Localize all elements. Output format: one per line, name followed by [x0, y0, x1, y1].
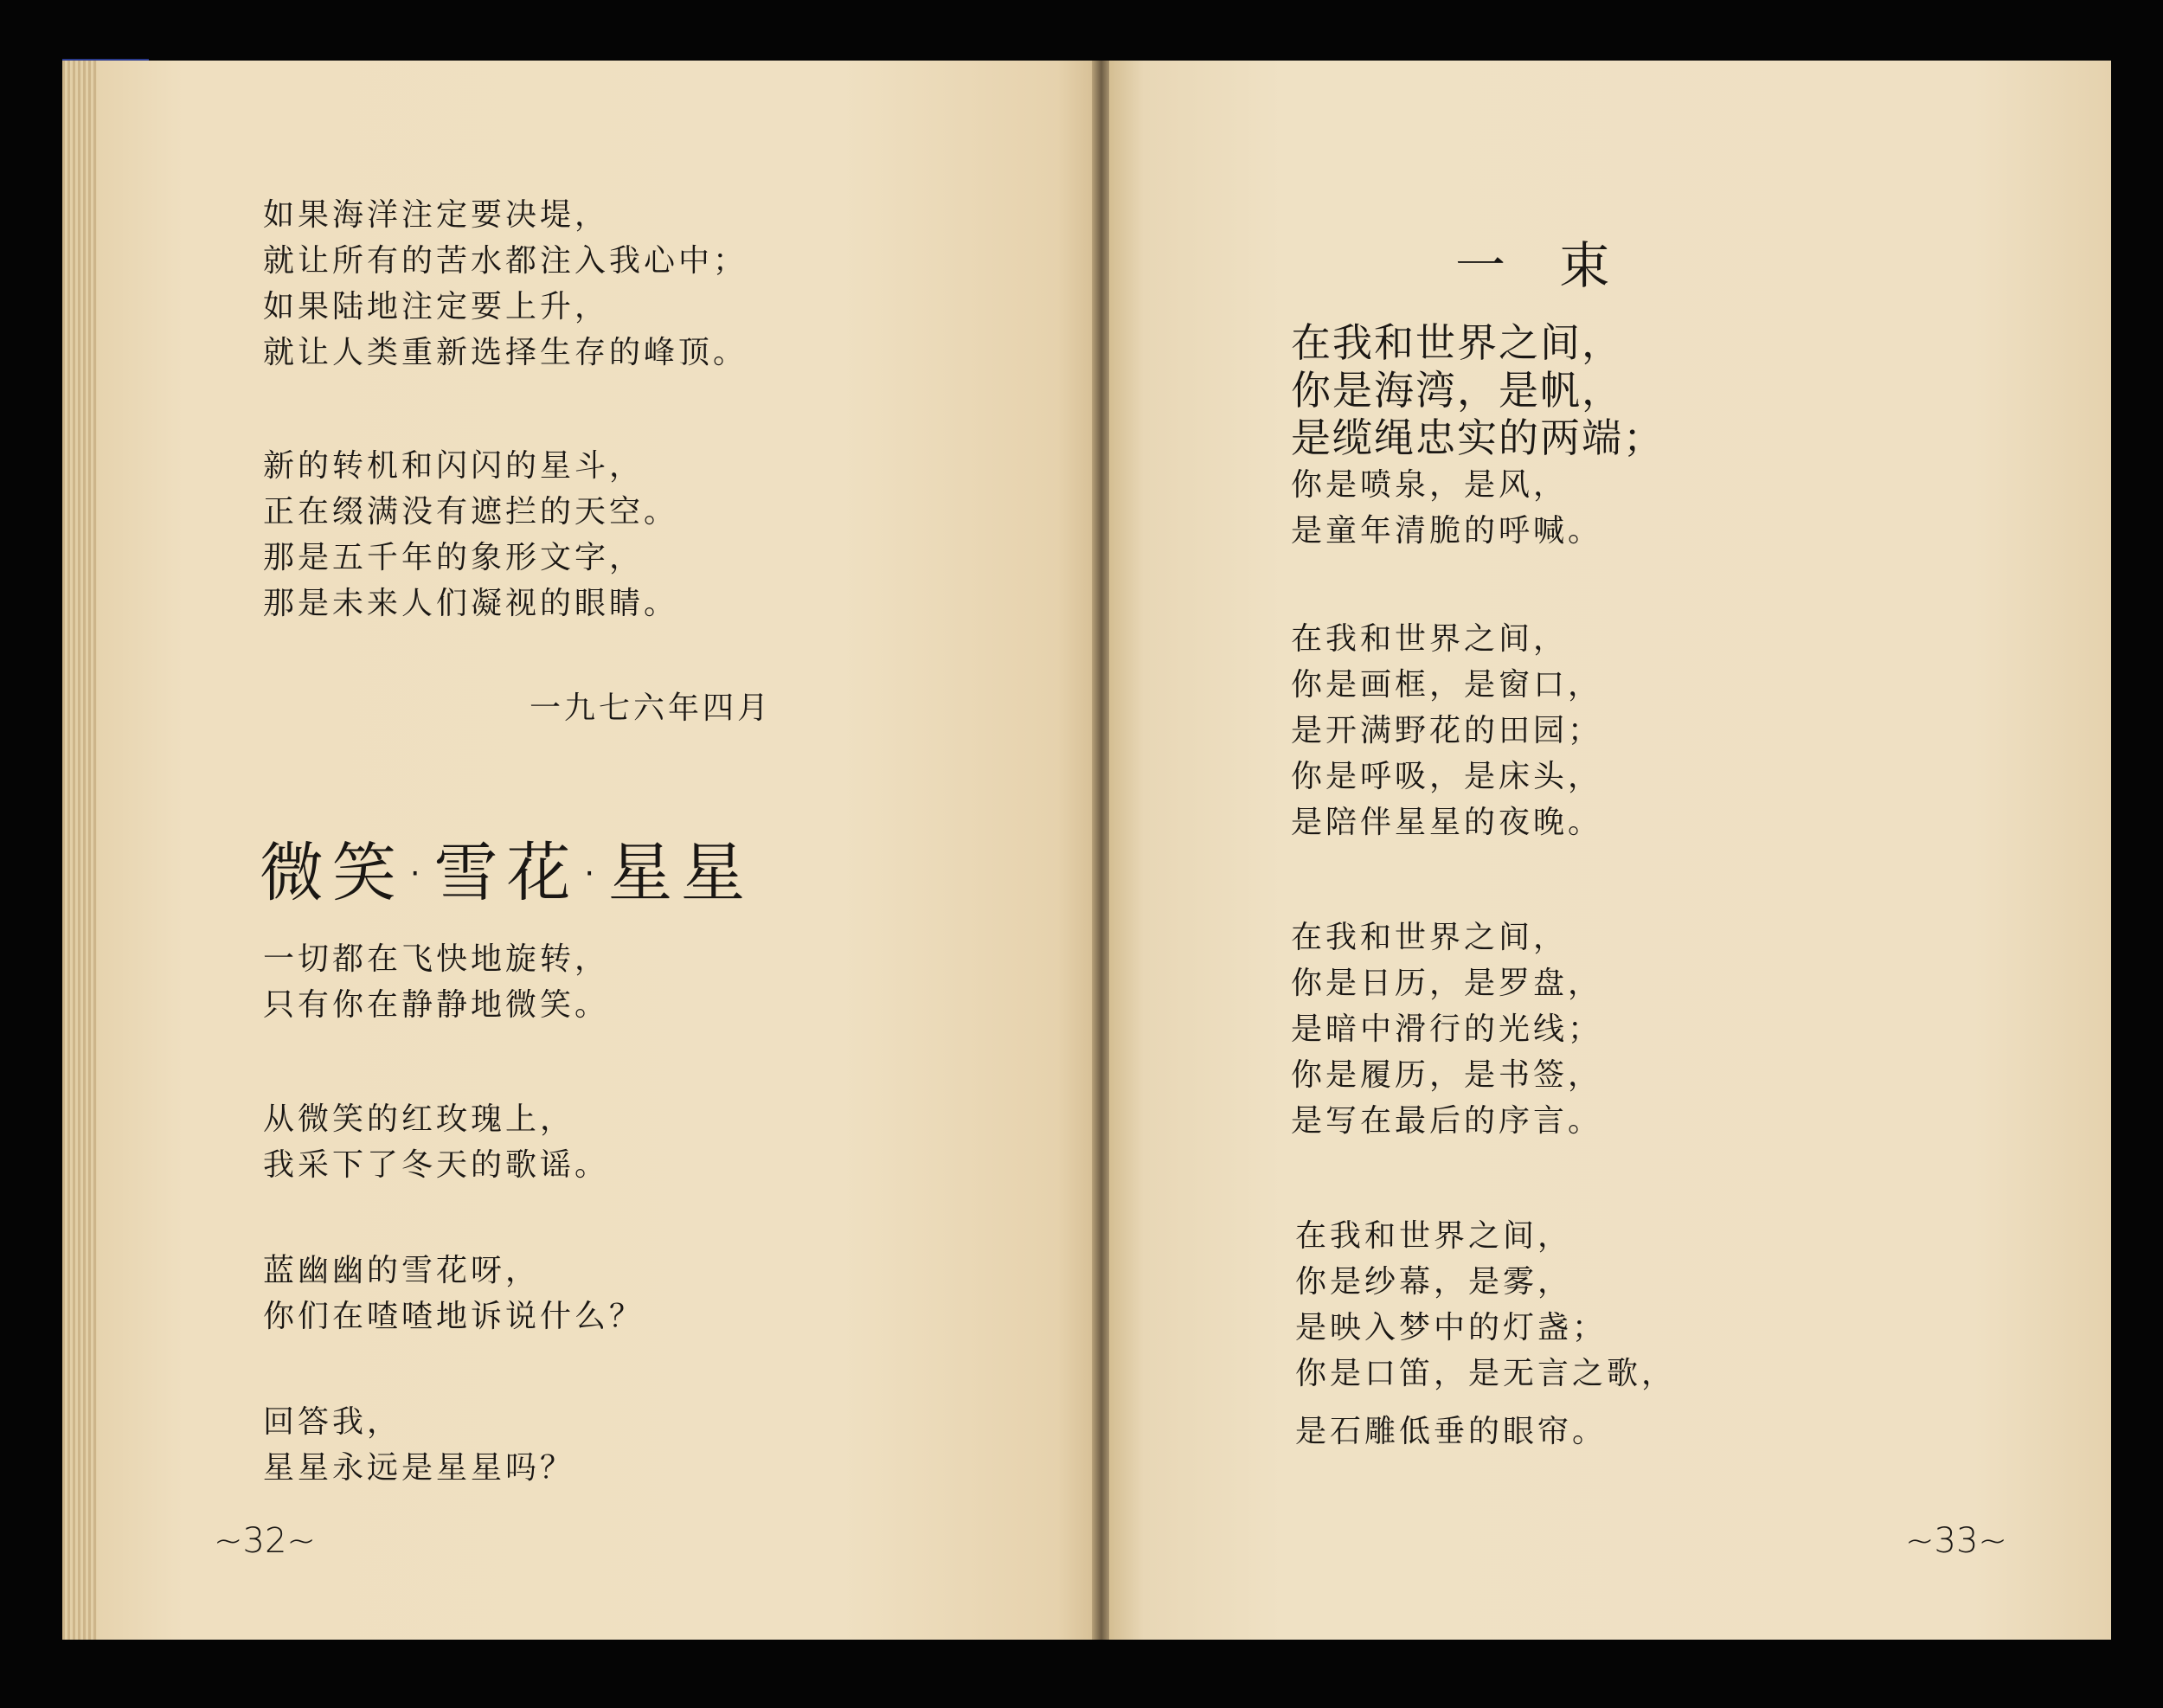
- verse-line: 你是口笛，是无言之歌，: [1295, 1356, 1677, 1391]
- verse-line: 是陪伴星星的夜晚。: [1291, 805, 1603, 840]
- poem-title: 一 束: [1455, 236, 1629, 295]
- verse-line: 我采下了冬天的歌谣。: [263, 1147, 610, 1183]
- verse-line: 只有你在静静地微笑。: [263, 987, 610, 1023]
- verse-line: 你们在喳喳地诉说什么？: [263, 1299, 645, 1334]
- verse-line: 你是日历，是罗盘，: [1291, 966, 1603, 1001]
- verse-line: 如果海洋注定要决堤，: [263, 197, 610, 233]
- verse-line: 在我和世界之间，: [1291, 920, 1569, 955]
- verse-line: 你是喷泉，是风，: [1291, 467, 1569, 503]
- verse-line: 是石雕低垂的眼帘。: [1295, 1414, 1608, 1449]
- verse-line: 回答我，: [263, 1404, 402, 1440]
- verse-line: 在我和世界之间，: [1291, 319, 1623, 366]
- verse-line: 你是画框，是窗口，: [1291, 667, 1603, 703]
- verse-line: 你是履历，是书签，: [1291, 1057, 1603, 1093]
- verse-line: 是映入梦中的灯盏；: [1295, 1310, 1608, 1345]
- book-spine: [1092, 61, 1111, 1640]
- verse-line: 是童年清脆的呼喊。: [1291, 513, 1603, 549]
- verse-line: 一切都在飞快地旋转，: [263, 941, 610, 977]
- verse-line: 就让所有的苦水都注入我心中；: [263, 243, 748, 279]
- right-page: [1109, 61, 2111, 1640]
- verse-line: 在我和世界之间，: [1295, 1218, 1573, 1254]
- verse-line: 正在缀满没有遮拦的天空。: [263, 494, 679, 530]
- poem-title: 微笑·雪花·星星: [260, 836, 754, 910]
- verse-line: 是开满野花的田园；: [1291, 713, 1603, 748]
- verse-line: 是写在最后的序言。: [1291, 1103, 1603, 1139]
- page-edges: [62, 61, 97, 1640]
- verse-line: 那是五千年的象形文字，: [263, 540, 645, 575]
- verse-line: 是暗中滑行的光线；: [1291, 1011, 1603, 1047]
- verse-line: 从微笑的红玫瑰上，: [263, 1101, 575, 1137]
- verse-line: 你是海湾，是帆，: [1291, 367, 1623, 414]
- left-page: [62, 61, 1096, 1640]
- verse-line: 是缆绳忠实的两端；: [1291, 414, 1665, 461]
- verse-line: 星星永远是星星吗？: [263, 1450, 575, 1486]
- verse-line: 如果陆地注定要上升，: [263, 289, 610, 324]
- page-number: ~33~: [1905, 1521, 2007, 1561]
- verse-line: 你是呼吸，是床头，: [1291, 759, 1603, 794]
- verse-line: 新的转机和闪闪的星斗，: [263, 448, 645, 484]
- verse-line: 在我和世界之间，: [1291, 621, 1569, 657]
- verse-line: 你是纱幕，是雾，: [1295, 1264, 1573, 1300]
- verse-line: 蓝幽幽的雪花呀，: [263, 1253, 541, 1288]
- page-number: ~32~: [214, 1521, 316, 1561]
- verse-line: 就让人类重新选择生存的峰顶。: [263, 335, 748, 370]
- verse-line: 那是未来人们凝视的眼睛。: [263, 586, 679, 621]
- poem-date: 一九七六年四月: [530, 690, 773, 726]
